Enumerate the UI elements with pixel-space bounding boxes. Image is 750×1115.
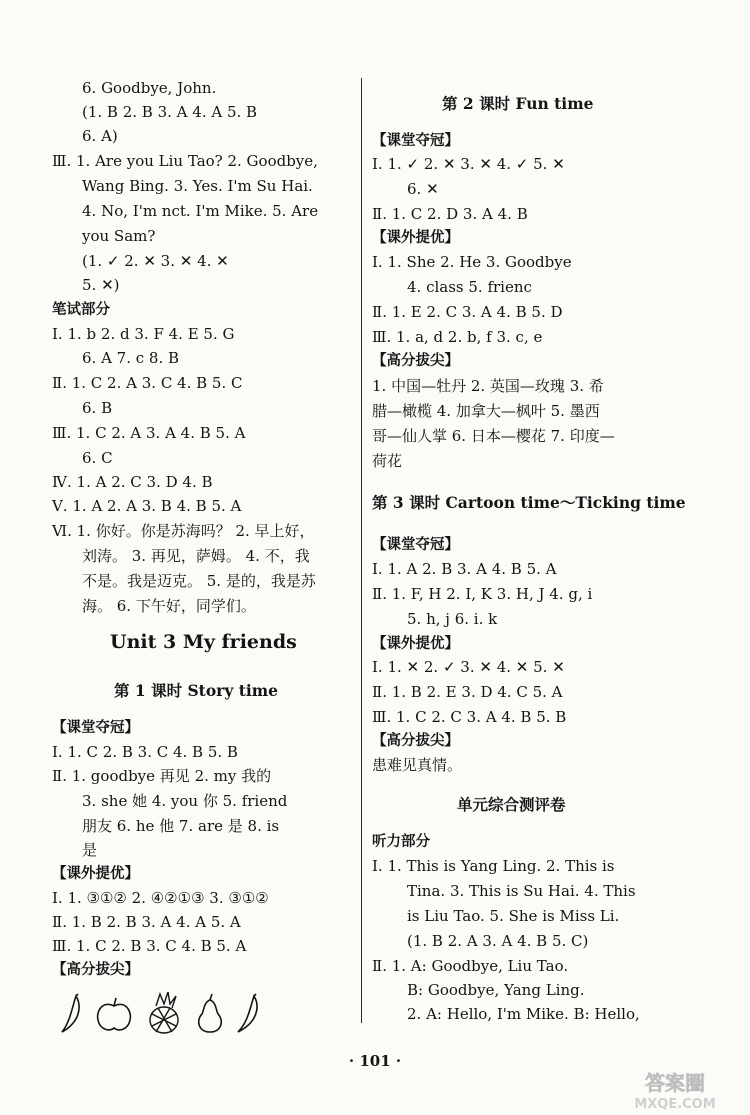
answer-line: 6. A) — [82, 127, 118, 145]
watermark-line2: MXQE.COM — [634, 1097, 716, 1112]
answer-line: 不是。我是迈克。 5. 是的，我是苏 — [82, 572, 316, 590]
answer-line: Ⅰ. 1. ③①② 2. ④②①③ 3. ③①② — [52, 889, 269, 907]
answer-line: 刘涛。 3. 再见，萨姆。 4. 不，我 — [82, 547, 310, 565]
answer-line: 海。 6. 下午好，同学们。 — [82, 597, 256, 615]
section-label: 笔试部分 — [52, 302, 110, 318]
answer-line: Wang Bing. 3. Yes. I'm Su Hai. — [82, 177, 313, 195]
answer-line: 3. she 她 4. you 你 5. friend — [82, 792, 288, 810]
answer-line: Ⅲ. 1. C 2. B 3. C 4. B 5. A — [52, 937, 247, 955]
section-heading: Unit 3 My friends — [110, 631, 297, 653]
answer-line: Ⅱ. 1. C 2. D 3. A 4. B — [372, 205, 528, 223]
answer-line: 6. B — [82, 399, 113, 417]
answer-line: 腊—橄榄 4. 加拿大—枫叶 5. 墨西 — [372, 402, 600, 420]
answer-line: 哥—仙人掌 6. 日本—樱花 7. 印度— — [372, 427, 615, 445]
section-heading: 第 3 课时 Cartoon time～Ticking time — [372, 493, 686, 512]
answer-line: 6. A 7. c 8. B — [82, 349, 180, 367]
answer-line: Ⅱ. 1. B 2. E 3. D 4. C 5. A — [372, 683, 563, 701]
answer-line: Ⅱ. 1. B 2. B 3. A 4. A 5. A — [52, 913, 241, 931]
section-label: 【课外提优】 — [372, 230, 459, 246]
answer-line: Ⅲ. 1. a, d 2. b, f 3. c, e — [372, 328, 543, 346]
answer-line: Ⅰ. 1. ✕ 2. ✓ 3. ✕ 4. ✕ 5. ✕ — [372, 658, 565, 676]
answer-line: Ⅰ. 1. A 2. B 3. A 4. B 5. A — [372, 560, 557, 578]
section-label: 【课堂夺冠】 — [52, 720, 139, 736]
answer-line: Ⅳ. 1. A 2. C 3. D 4. B — [52, 473, 213, 491]
answer-line: Tina. 3. This is Su Hai. 4. This — [407, 882, 636, 900]
section-label: 听力部分 — [372, 834, 430, 850]
answer-line: Ⅱ. 1. E 2. C 3. A 4. B 5. D — [372, 303, 563, 321]
section-label: 【课堂夺冠】 — [372, 537, 459, 553]
page-number: · 101 · — [348, 1052, 402, 1070]
section-label: 【高分拔尖】 — [52, 962, 139, 978]
section-label: 【高分拔尖】 — [372, 353, 459, 369]
answer-line: 是 — [82, 841, 98, 859]
answer-line: 5. ✕) — [82, 276, 120, 294]
answer-line: you Sam? — [82, 227, 156, 245]
answer-line: Ⅰ. 1. b 2. d 3. F 4. E 5. G — [52, 325, 235, 343]
answer-line: Ⅲ. 1. C 2. C 3. A 4. B 5. B — [372, 708, 567, 726]
answer-line: 6. C — [82, 449, 113, 467]
answer-line: 患难见真情。 — [372, 756, 463, 774]
answer-line: Ⅱ. 1. goodbye 再见 2. my 我的 — [52, 767, 272, 785]
answer-line: Ⅰ. 1. C 2. B 3. C 4. B 5. B — [52, 743, 238, 761]
answer-line: (1. ✓ 2. ✕ 3. ✕ 4. ✕ — [82, 252, 229, 270]
answer-line: Ⅱ. 1. A: Goodbye, Liu Tao. — [372, 957, 569, 975]
answer-line: 荷花 — [372, 452, 403, 470]
fruit-drawings — [52, 992, 262, 1034]
answer-line: 朋友 6. he 他 7. are 是 8. is — [82, 817, 280, 835]
answer-line: (1. B 2. B 3. A 4. A 5. B — [82, 103, 258, 121]
banana-icon — [62, 994, 79, 1032]
watermark-logo — [610, 1068, 740, 1113]
answer-line: 1. 中国—牡丹 2. 英国—玫瑰 3. 希 — [372, 377, 604, 395]
answer-line: 6. Goodbye, John. — [82, 79, 217, 97]
section-heading: 第 2 课时 Fun time — [442, 94, 594, 113]
answer-line: Ⅰ. 1. ✓ 2. ✕ 3. ✕ 4. ✓ 5. ✕ — [372, 155, 565, 173]
answer-line: Ⅲ. 1. C 2. A 3. A 4. B 5. A — [52, 424, 246, 442]
answer-line: 4. class 5. frienc — [407, 278, 532, 296]
watermark-line1: 答案圈 — [645, 1071, 705, 1095]
section-label: 【课外提优】 — [372, 636, 459, 652]
answer-line: 2. A: Hello, I'm Mike. B: Hello, — [407, 1005, 640, 1023]
section-label: 【课外提优】 — [52, 866, 139, 882]
pineapple-icon — [150, 992, 178, 1033]
apple-icon — [98, 998, 131, 1030]
answer-line: (1. B 2. A 3. A 4. B 5. C) — [407, 932, 589, 950]
section-label: 【高分拔尖】 — [372, 733, 459, 749]
column-divider — [361, 78, 362, 1023]
answer-line: Ⅰ. 1. This is Yang Ling. 2. This is — [372, 857, 615, 875]
pear-icon — [199, 994, 222, 1032]
answer-line: Ⅲ. 1. Are you Liu Tao? 2. Goodbye, — [52, 152, 318, 170]
answer-line: 4. No, I'm nct. I'm Mike. 5. Are — [82, 202, 319, 220]
banana-icon — [238, 994, 257, 1032]
answer-line: 6. ✕ — [407, 180, 439, 198]
answer-line: Ⅰ. 1. She 2. He 3. Goodbye — [372, 253, 572, 271]
section-heading: 第 1 课时 Story time — [114, 681, 279, 700]
section-heading: 单元综合测评卷 — [457, 795, 566, 814]
answer-line: Ⅵ. 1. 你好。你是苏海吗？ 2. 早上好， — [52, 522, 315, 540]
answer-line: 5. h, j 6. i. k — [407, 610, 498, 628]
section-label: 【课堂夺冠】 — [372, 133, 459, 149]
answer-line: is Liu Tao. 5. She is Miss Li. — [407, 907, 620, 925]
answer-line: B: Goodbye, Yang Ling. — [407, 981, 585, 999]
answer-line: Ⅴ. 1. A 2. A 3. B 4. B 5. A — [52, 497, 242, 515]
answer-line: Ⅱ. 1. C 2. A 3. C 4. B 5. C — [52, 374, 243, 392]
answer-line: Ⅱ. 1. F, H 2. I, K 3. H, J 4. g, i — [372, 585, 593, 603]
